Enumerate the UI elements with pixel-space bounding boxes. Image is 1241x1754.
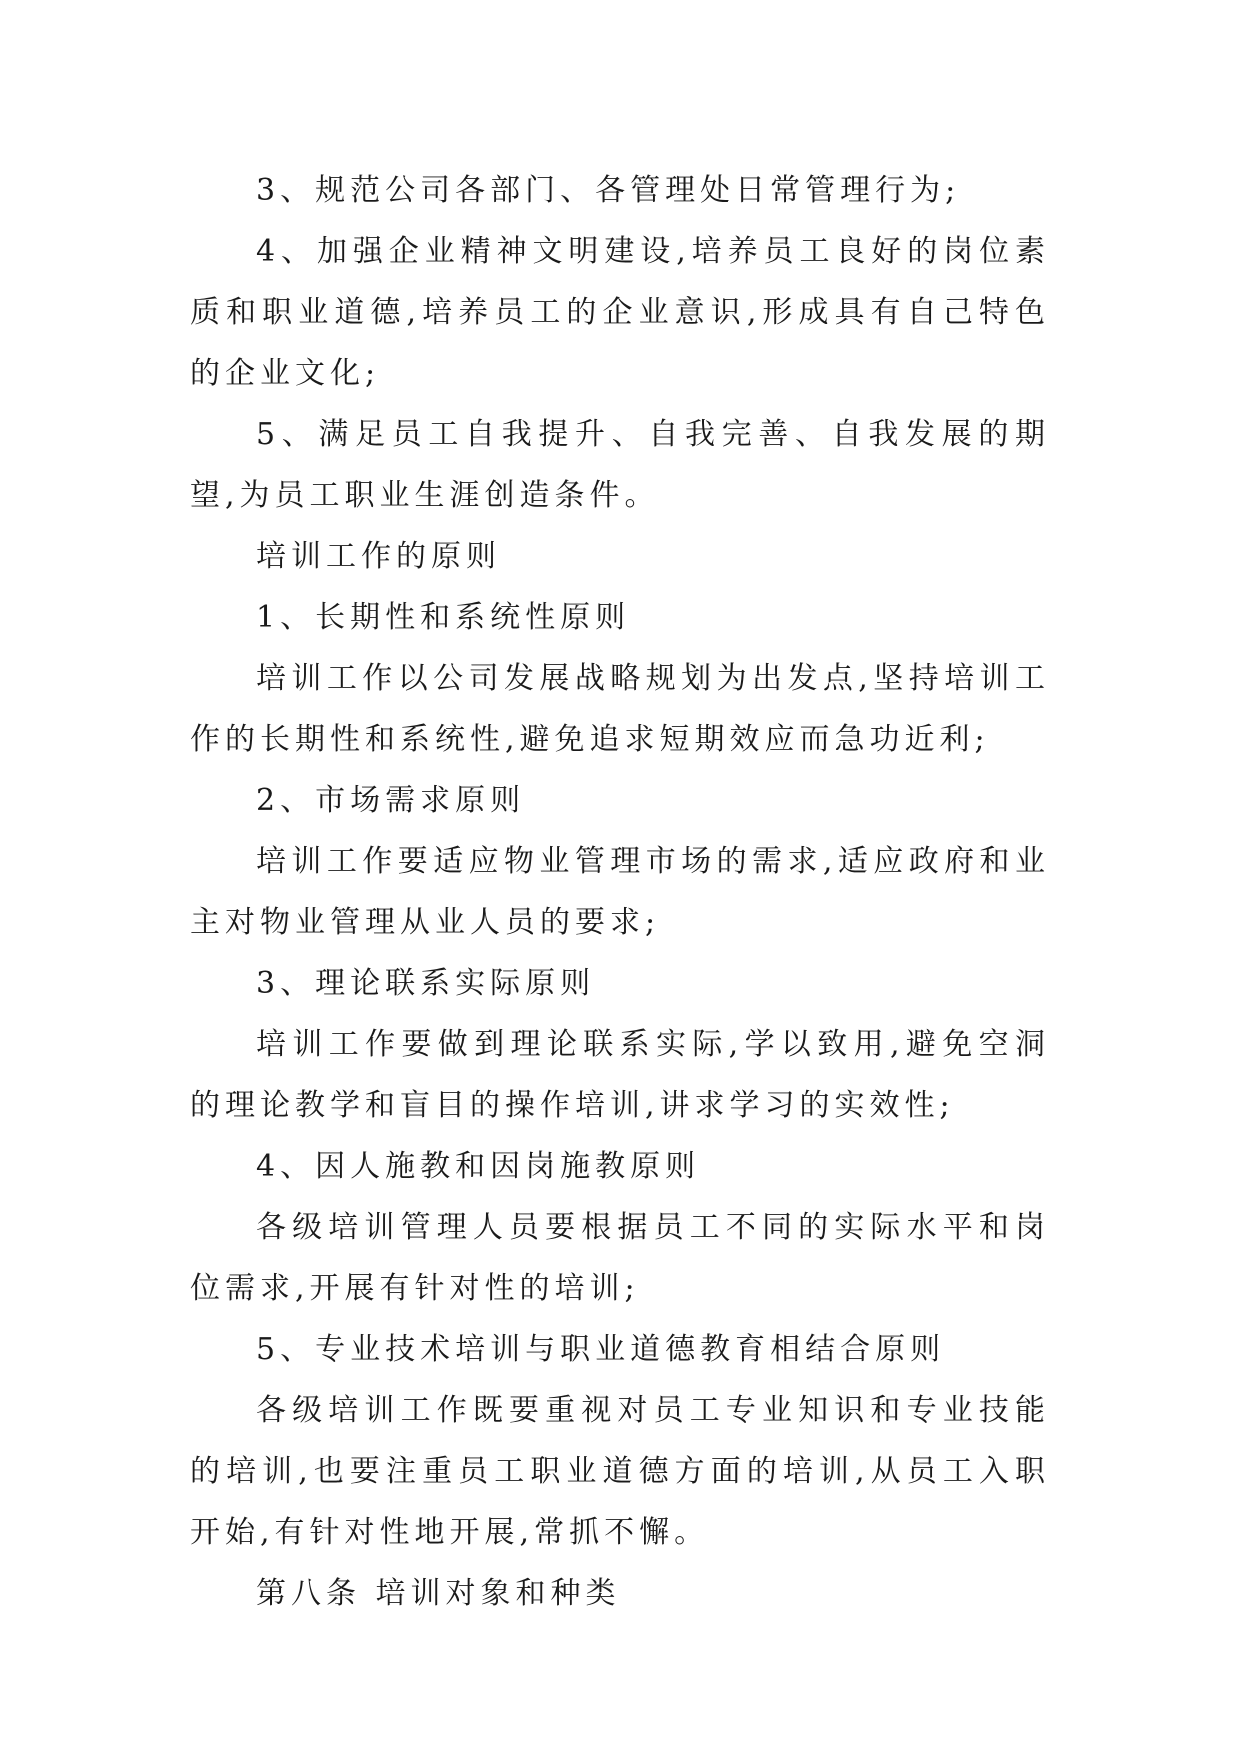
article-8-heading: 第八条 培训对象和种类 [256, 1576, 621, 1611]
principle-4-heading: 4、因人施教和因岗施教原则 [256, 1149, 701, 1184]
paragraph-goal-3: 3、规范公司各部门、各管理处日常管理行为; [256, 173, 961, 208]
document-page [190, 160, 1050, 1624]
principle-2-heading: 2、市场需求原则 [256, 783, 526, 818]
paragraph-goal-5: 5、满足员工自我提升、自我完善、自我发展的期望,为员工职业生涯创造条件。 [190, 417, 1050, 513]
principle-3-heading: 3、理论联系实际原则 [256, 966, 596, 1001]
principle-1-heading: 1、长期性和系统性原则 [256, 600, 631, 635]
principle-5-body: 各级培训工作既要重视对员工专业知识和专业技能的培训,也要注重员工职业道德方面的培训,从员工入职开始,有针对性地开展,常抓不懈。 [190, 1393, 1050, 1550]
principle-2-body: 培训工作要适应物业管理市场的需求,适应政府和业主对物业管理从业人员的要求; [190, 844, 1050, 940]
principle-3-body: 培训工作要做到理论联系实际,学以致用,避免空洞的理论教学和盲目的操作培训,讲求学习的实效性; [190, 1027, 1050, 1123]
principle-5-heading: 5、专业技术培训与职业道德教育相结合原则 [256, 1332, 946, 1367]
principle-4-body: 各级培训管理人员要根据员工不同的实际水平和岗位需求,开展有针对性的培训; [190, 1210, 1050, 1306]
paragraph-goal-4: 4、加强企业精神文明建设,培养员工良好的岗位素质和职业道德,培养员工的企业意识,形成具有自己特色的企业文化; [190, 234, 1050, 391]
principle-1-body: 培训工作以公司发展战略规划为出发点,坚持培训工作的长期性和系统性,避免追求短期效应而急功近利; [190, 661, 1050, 757]
section-heading-principles: 培训工作的原则 [256, 539, 501, 574]
